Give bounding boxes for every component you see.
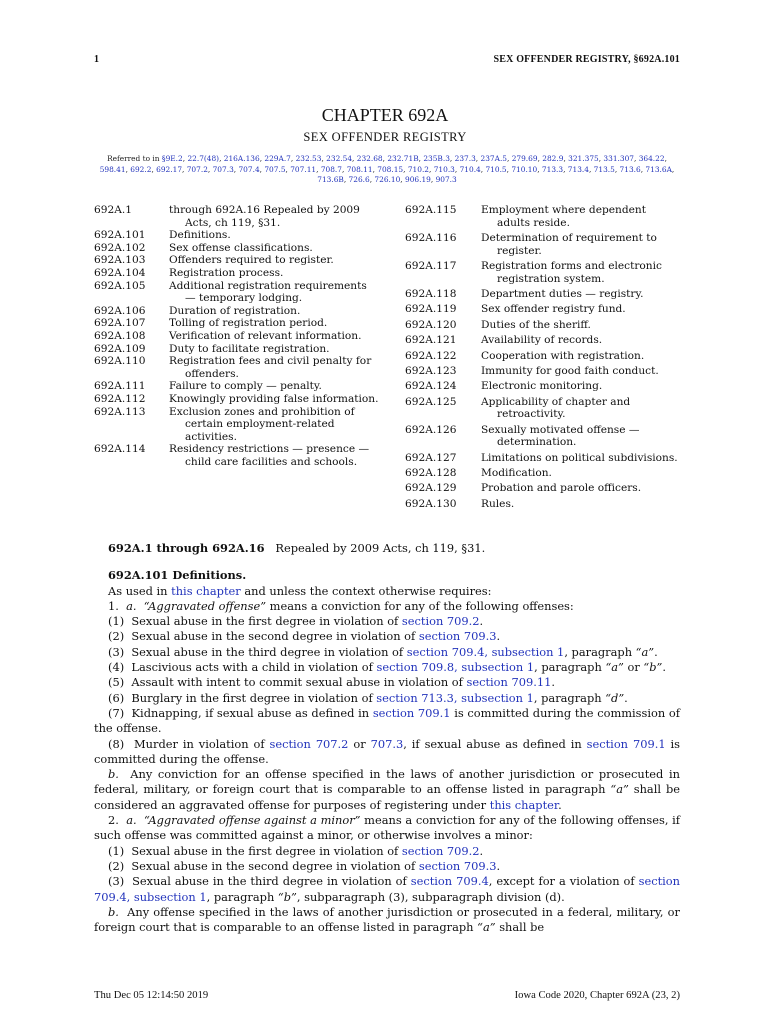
toc-section-number: 692A.109 [94,342,146,355]
toc-section-title: Cooperation with registration. [481,349,645,362]
toc-entry [405,303,680,316]
link-this-chapter[interactable]: this chapter [489,797,559,812]
toc-section-number: 692A.128 [405,467,457,480]
definitions-heading: 692A.101 Definitions. [108,568,247,583]
toc-section-number: 692A.129 [405,482,457,495]
toc-section-number: 692A.120 [405,318,457,331]
toc-section-title: Duration of registration. [169,304,301,317]
referred-to-link[interactable]: 279.69 [511,154,538,163]
toc-section-number: 692A.122 [405,349,457,362]
body-para: b. Any conviction for an offense specified in the laws of another jurisdiction or prosecuted in federal, military, or foreign court that is comparable to an offense listed in paragraph “a” shall be considered an aggravated offense for purposes of registering under this chapter. [94,767,680,812]
toc-entry [94,305,379,318]
link-section-709-8-sub1[interactable]: section 709.8, subsection 1 [376,660,535,675]
referred-to-link[interactable]: 364.22 [638,154,665,163]
toc-entry [405,260,680,285]
toc-section-number: 692A.102 [94,241,146,254]
toc-entry [405,365,680,378]
referred-to-link[interactable]: 713.3 [541,164,564,174]
toc-entry [405,288,680,301]
toc-section-number: 692A.127 [405,451,457,464]
toc-section-title: Immunity for good faith conduct. [481,364,659,377]
referred-to-link[interactable]: 707.3 [212,164,234,174]
body-para: As used in this chapter and unless the context otherwise requires: [108,583,492,598]
toc-section-title: Registration forms and electronic registration system. [481,259,662,285]
footer-citation: Iowa Code 2020, Chapter 692A (23, 2) [514,990,680,1001]
toc-section-number: 692A.117 [405,259,457,272]
link-section-709-3[interactable]: section 709.3 [418,629,497,644]
toc-entry [405,204,680,229]
link-section-709-11[interactable]: section 709.11 [466,675,552,690]
toc-entry [405,380,680,393]
referred-to-link[interactable]: 713.6B [317,175,344,184]
body-para: (6) Burglary in the first degree in violation of section 713.3, subsection 1, paragraph “d”. [108,690,628,705]
toc-section-number: 692A.106 [94,304,146,317]
repealed-text: Repealed by 2009 Acts, ch 119, §31. [275,541,486,555]
toc-entry [94,330,379,343]
chapter-body [94,541,680,935]
toc-section-title: Availability of records. [481,334,603,347]
referred-to-link[interactable]: 713.4 [567,164,589,174]
toc-section-title: Registration process. [169,266,284,279]
body-para: b. Any offense specified in the laws of another jurisdiction or prosecuted in a federal, military, or foreign court that is comparable to an offense listed in paragraph “a” shall be [94,904,680,935]
toc-section-number: 692A.121 [405,334,457,347]
link-section-709-1[interactable]: section 709.1 [372,705,451,720]
body-para: (3) Sexual abuse in the third degree in violation of section 709.4, subsection 1, paragraph “a”. [108,644,658,659]
toc-section-title: Determination of requirement to register. [481,231,657,257]
referred-to-link[interactable]: 331.307 [603,154,634,163]
toc-section-title: Duty to facilitate registration. [169,342,330,355]
toc-section-number: 692A.110 [94,355,146,368]
link-section-707-3[interactable]: 707.3 [370,736,404,751]
toc-section-number: 692A.108 [94,329,146,342]
toc-entry [405,482,680,495]
toc-entry [405,452,680,465]
toc-section-title: Tolling of registration period. [169,317,328,330]
toc-section-number: 692A.101 [94,229,146,242]
referred-to-link[interactable]: 713.6A [645,164,672,174]
referred-to-link[interactable]: 708.7 [320,164,342,174]
toc-section-number: 692A.107 [94,317,146,330]
toc-entry [94,242,379,255]
referred-to-link[interactable]: 710.2 [407,164,430,174]
toc-left-column [94,204,379,468]
referred-to-link[interactable]: 235B.3 [423,154,450,163]
running-title: SEX OFFENDER REGISTRY, §692A.101 [493,54,680,65]
body-para: (1) Sexual abuse in the first degree in violation of section 709.2. [108,843,484,858]
toc-section-title: Offenders required to register. [169,254,334,267]
toc-section-title: Additional registration requirements — temporary lodging. [169,279,367,305]
link-this-chapter[interactable]: this chapter [171,583,241,598]
toc-section-number: 692A.118 [405,287,457,300]
toc-entry [94,229,379,242]
toc-entry [405,319,680,332]
toc-entry [94,443,379,468]
chapter-subtitle: SEX OFFENDER REGISTRY [303,130,467,144]
toc-section-title: Residency restrictions — presence — child care facilities and schools. [169,443,370,468]
toc-entry [405,498,680,511]
toc-section-number: 692A.123 [405,364,457,377]
toc-right-column [405,204,680,513]
toc-entry [405,396,680,421]
toc-section-number: 692A.112 [94,392,146,405]
toc-section-title: Rules. [481,497,515,510]
toc-entry [94,380,379,393]
link-section-713-3-sub1[interactable]: section 713.3, subsection 1 [376,690,534,705]
toc-section-title: Definitions. [169,229,231,242]
referred-to-link[interactable]: 710.3 [433,164,455,174]
referred-to-link[interactable]: 232.54 [326,154,353,163]
body-para: (8) Murder in violation of section 707.2 or 707.3, if sexual abuse as defined in section 709.1 is committed during the offense. [94,736,680,766]
body-para: (2) Sexual abuse in the second degree in violation of section 709.3. [108,629,501,644]
referred-to-link[interactable]: §9E.2 [161,154,183,163]
footer-timestamp: Thu Dec 05 12:14:50 2019 [94,990,209,1001]
body-para: (2) Sexual abuse in the second degree in violation of section 709.3. [108,858,501,873]
toc-section-number: 692A.113 [94,405,146,418]
toc-section-number: 692A.111 [94,380,146,393]
referred-to-link[interactable]: 232.68 [356,154,383,163]
toc-section-title: through 692A.16 Repealed by 2009 Acts, ch 119, §31. [169,204,360,229]
body-para: (4) Lascivious acts with a child in violation of section 709.8, subsection 1, paragraph “a” or “b”. [108,660,666,675]
toc-section-title: Verification of relevant information. [169,329,362,342]
page-number: 1 [94,54,99,65]
toc-section-title: Department duties — registry. [481,287,644,300]
toc-section-number: 692A.130 [405,497,457,510]
link-section-709-2[interactable]: section 709.2 [401,614,480,629]
toc-entry [405,232,680,257]
referred-to-link[interactable]: 726.6 [348,175,370,184]
toc-entry [405,424,680,449]
toc-entry [94,317,379,330]
toc-section-title: Limitations on political subdivisions. [481,451,678,464]
repealed-paragraph [94,541,680,556]
toc-section-number: 692A.114 [94,443,146,456]
toc-entry [405,467,680,480]
toc-entry [94,280,379,305]
referred-to-link[interactable]: 707.5 [264,164,286,174]
referred-to-link[interactable]: 692.2 [130,164,152,174]
toc-section-number: 692A.126 [405,423,457,436]
toc-section-title: Sex offense classifications. [169,241,313,254]
referred-to-link[interactable]: 321.375 [568,154,599,163]
toc-section-title: Registration fees and civil penalty for offenders. [169,355,372,380]
referred-to-link[interactable]: 713.5 [593,164,615,174]
toc-entry [405,350,680,363]
body-para: (1) Sexual abuse in the first degree in violation of section 709.2. [108,614,484,629]
referred-to-link[interactable]: 708.15 [377,164,404,174]
toc-section-title: Employment where dependent adults reside. [481,204,646,229]
body-para: (5) Assault with intent to commit sexual abuse in violation of section 709.11. [108,675,555,690]
referred-to-link[interactable]: 707.11 [290,164,317,174]
toc-section-title: Knowingly providing false information. [169,392,379,405]
toc-entry [94,355,379,380]
link-section-707-2[interactable]: section 707.2 [269,736,349,751]
body-para: 2. a. “Aggravated offense against a minor” means a conviction for any of the following offenses, if such offense was committed against a minor, or otherwise involves a minor: [94,813,680,843]
referred-to-link[interactable]: 708.11 [346,164,373,174]
referred-to-link[interactable]: 707.4 [238,164,260,174]
link-section-709-3[interactable]: section 709.3 [418,858,497,873]
chapter-title: CHAPTER 692A [321,105,449,125]
repealed-heading: 692A.1 through 692A.16 [108,541,265,555]
referred-to-link[interactable]: 907.3 [435,175,457,184]
toc-section-title: Failure to comply — penalty. [169,380,322,393]
toc-section-number: 692A.103 [94,254,146,267]
referred-to-link[interactable]: 232.53 [295,154,322,163]
referred-to-link[interactable]: 282.9 [542,154,564,163]
referred-to-link[interactable]: 710.5 [485,164,507,174]
referred-to-link[interactable]: 237.3 [454,154,476,163]
referred-to-link[interactable]: 598.41 [99,164,126,174]
link-section-709-2[interactable]: section 709.2 [401,843,480,858]
body-para: (7) Kidnapping, if sexual abuse as defined in section 709.1 is committed during the commission of the offense. [94,705,680,736]
toc-entry [94,406,379,444]
toc-entry [94,393,379,406]
toc-entry [94,204,379,229]
toc-entry [94,267,379,280]
body-para: (3) Sexual abuse in the third degree in violation of section 709.4, except for a violation of section 709.4, subsection 1, paragraph “b”, subparagraph (3), subparagraph division (d). [94,874,680,904]
referred-to-link[interactable]: 232.71B [387,154,419,163]
toc-section-number: 692A.115 [405,204,457,216]
referred-to-link[interactable]: 710.10 [511,164,538,174]
body-para: 1. a. “Aggravated offense” means a conviction for any of the following offenses: [108,598,574,613]
toc-entry [94,343,379,356]
toc-section-title: Modification. [481,467,552,480]
toc-section-title: Sexually motivated offense — determination. [481,423,640,449]
toc-section-title: Sex offender registry fund. [481,303,626,316]
referred-to-link[interactable]: 216A.136 [223,154,260,163]
toc-section-number: 692A.1 [94,204,132,216]
referred-to-link[interactable]: 237A.5 [480,154,507,163]
referred-to-prefix: Referred to in [107,154,162,163]
link-section-709-4-sub1[interactable]: section 709.4, subsection 1 [94,874,680,904]
link-section-709-4[interactable]: section 709.4 [410,874,489,889]
toc-section-number: 692A.119 [405,303,457,316]
toc-entry [405,334,680,347]
toc-section-title: Exclusion zones and prohibition of certain employment-related activities. [169,405,355,443]
toc-section-number: 692A.125 [405,395,457,408]
referred-to-list: Referred to in §9E.2, 22.7(48), 216A.136, 229A.7, 232.53, 232.54, 232.68, 232.71B, 235B.3, 237.3, 237A.5, 279.69, 282.9, 321.375, 331.307, 364.22, 598.41, 692.2, 692.17, 707.2, 707.3, 707.4, 707.5, 707.11, 708.7, 708.11, 708.15, 710.2, 710.3, 710.4, 710.5, 710.10, 713.3, 713.4, 713.5, 713.6, 713.6A, 713.6B, 726.6, 726.10, 906.19, 907.3 [99,154,675,184]
link-section-709-4-sub1[interactable]: section 709.4, subsection 1 [406,644,565,659]
referred-to-link[interactable]: 22.7(48) [187,154,220,163]
toc-section-number: 692A.105 [94,279,146,292]
toc-section-title: Electronic monitoring. [481,380,603,393]
toc-section-title: Applicability of chapter and retroactivity. [481,395,631,421]
referred-to-link[interactable]: 710.4 [459,164,481,174]
toc-section-title: Duties of the sheriff. [481,318,591,331]
toc-section-number: 692A.116 [405,231,457,244]
toc-section-title: Probation and parole officers. [481,482,642,495]
toc-section-number: 692A.104 [94,266,146,279]
link-section-709-1[interactable]: section 709.1 [586,736,666,751]
referred-to-link[interactable]: 713.6 [619,164,641,174]
referred-to-link[interactable]: 229A.7 [264,154,291,163]
toc-section-number: 692A.124 [405,380,457,393]
referred-to-link[interactable]: 707.2 [186,164,208,174]
referred-to-link[interactable]: 726.10 [374,175,401,184]
referred-to-link[interactable]: 692.17 [156,164,183,174]
referred-to-link[interactable]: 906.19 [405,175,431,184]
toc-entry [94,254,379,267]
